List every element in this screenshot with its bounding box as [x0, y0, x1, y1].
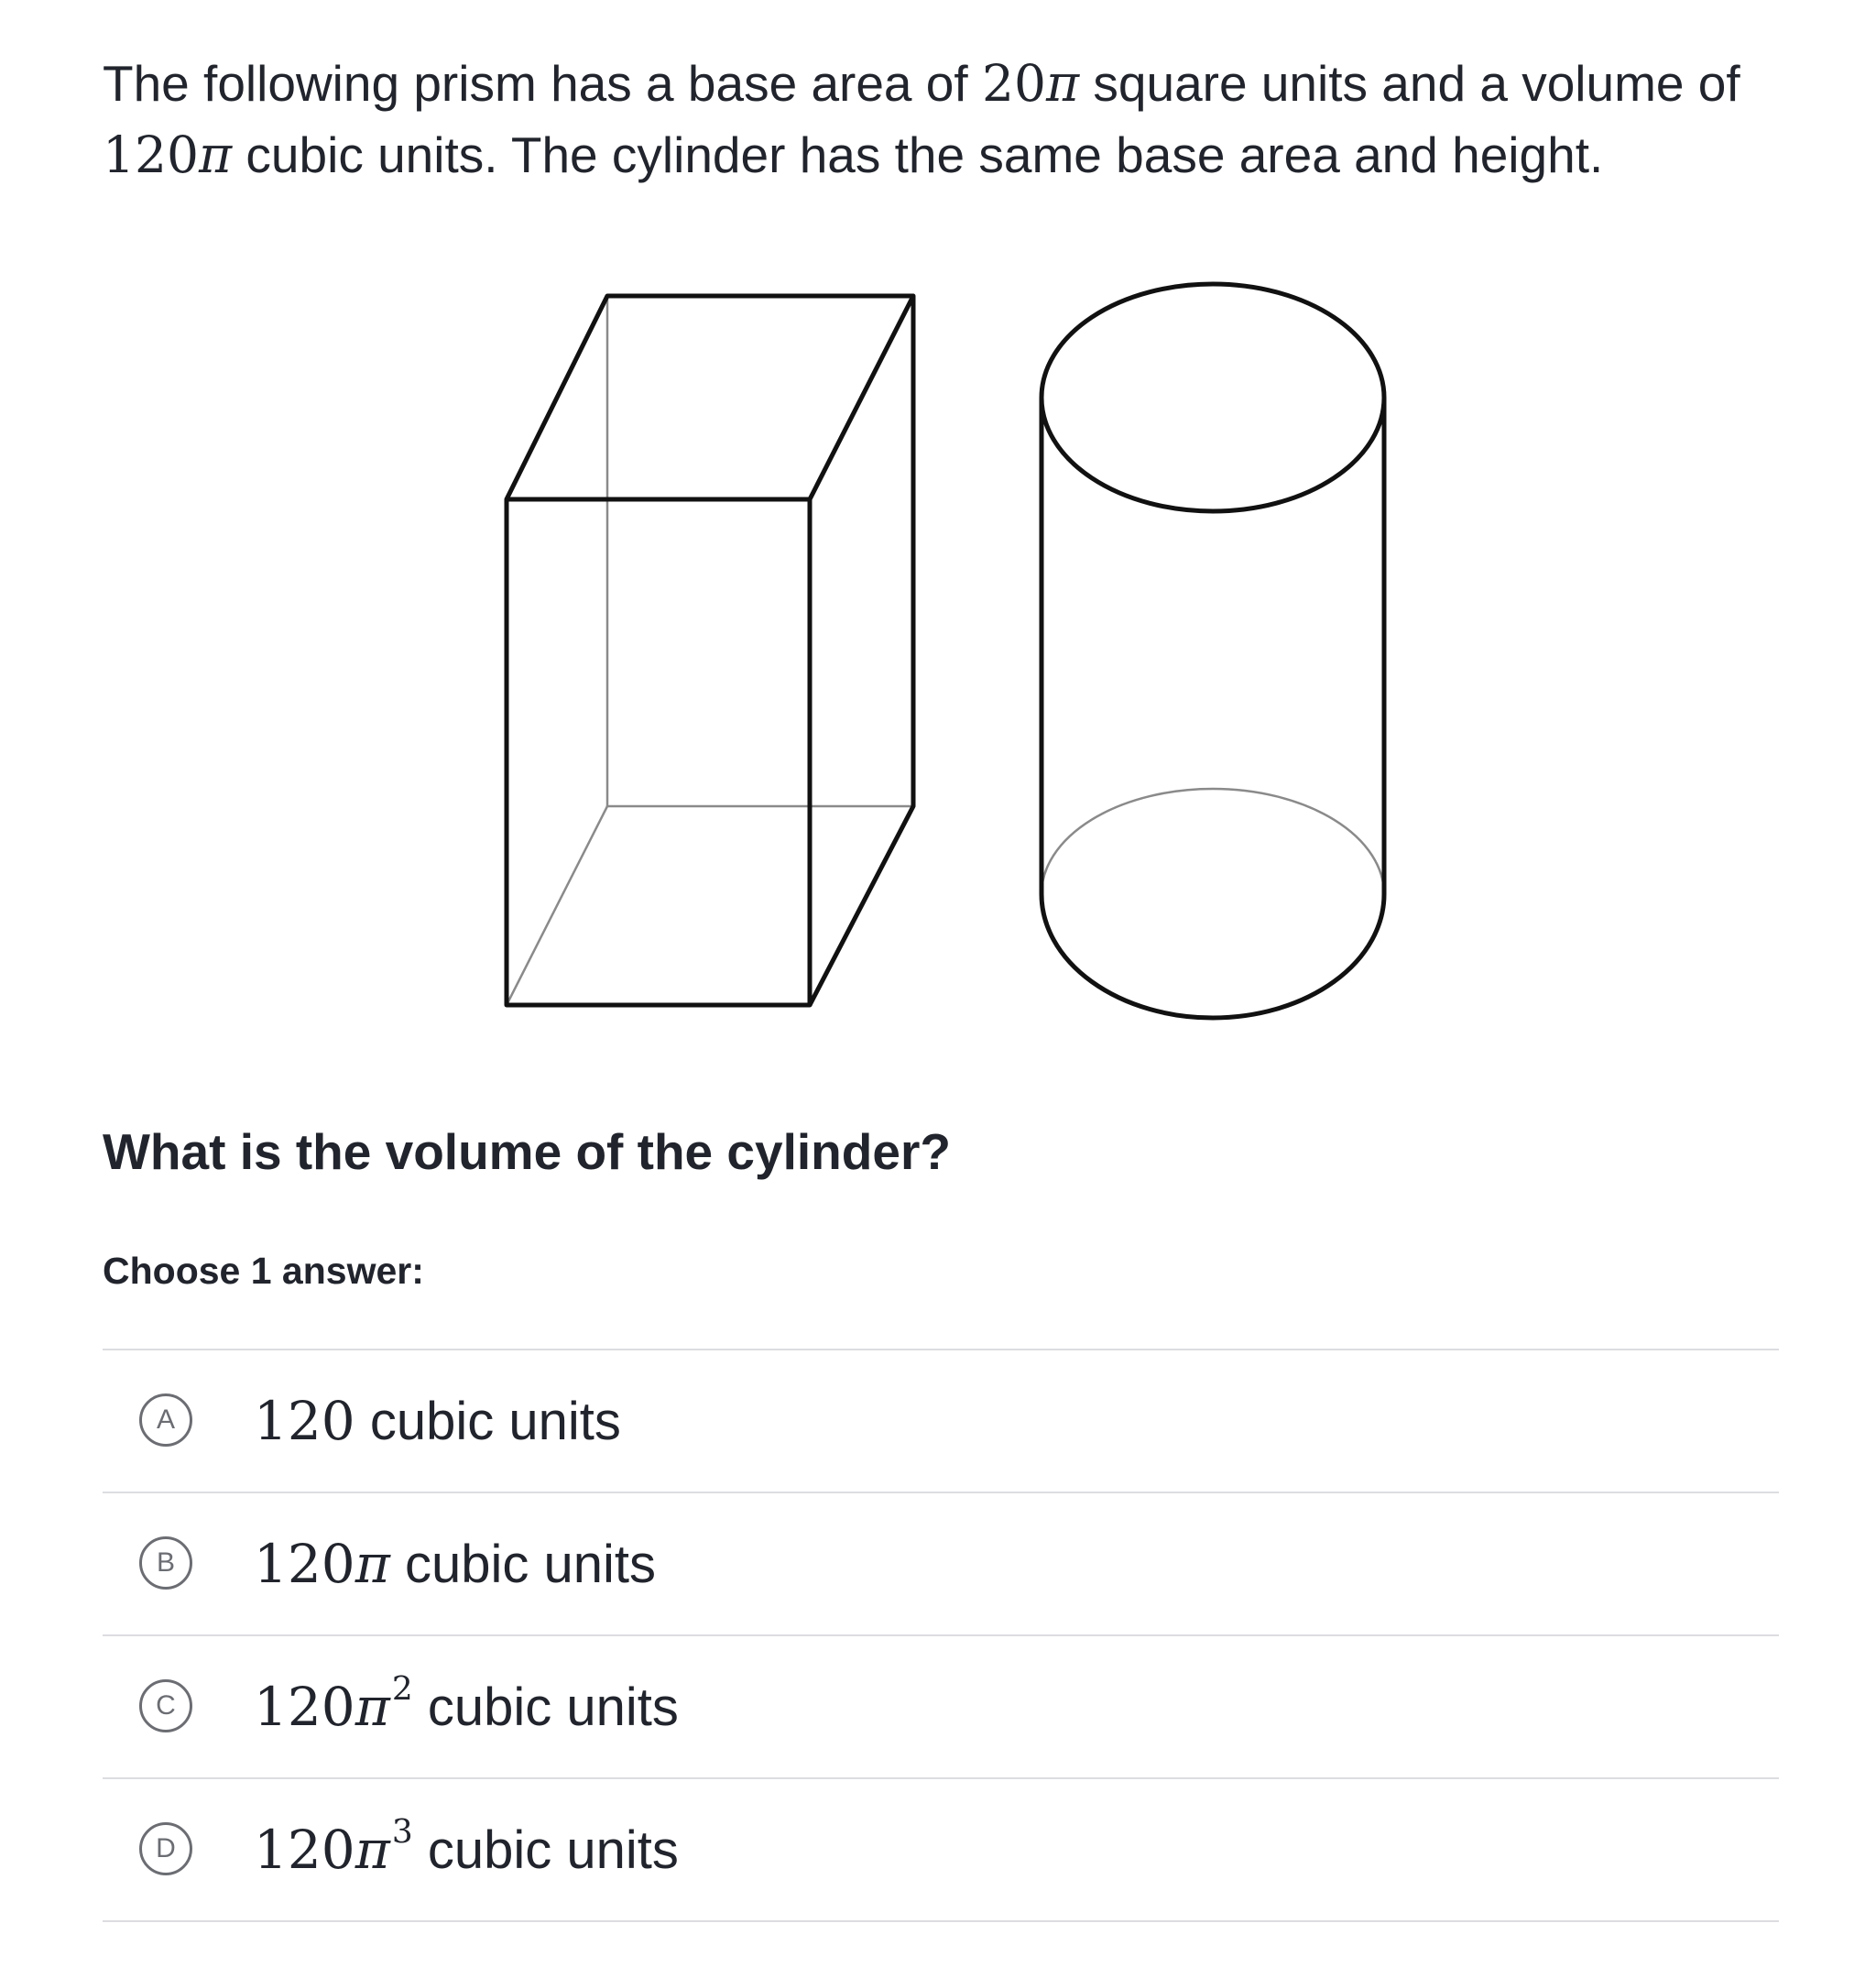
- choice-a-math: [254, 1390, 355, 1452]
- choice-d-label: [254, 1812, 679, 1881]
- choice-b-unit: cubic units: [389, 1535, 656, 1594]
- cylinder-visible-edges: [1042, 284, 1384, 1018]
- choice-d-unit: cubic units: [412, 1820, 679, 1880]
- choice-b[interactable]: [103, 1492, 1779, 1634]
- choice-d[interactable]: [103, 1777, 1779, 1922]
- question-text: What is the volume of the cylinder?: [103, 1123, 951, 1180]
- choice-d-math: [254, 1812, 413, 1881]
- choice-c-coefficient: 120: [254, 1676, 355, 1738]
- stem-math-volume-value: 120: [103, 126, 199, 184]
- pi-symbol: π: [1045, 54, 1080, 113]
- stem-math-volume: [103, 126, 232, 184]
- choice-c-label: [254, 1669, 679, 1738]
- pi-symbol: π: [354, 1533, 390, 1595]
- prism-visible-edges: [507, 296, 913, 1005]
- prism-hidden-left-bottom-edge: [507, 806, 607, 1005]
- choice-c-radio-bubble[interactable]: C: [139, 1679, 192, 1732]
- choice-d-radio-bubble[interactable]: D: [139, 1822, 192, 1875]
- stem-text-1: The following prism has a base area of: [103, 55, 982, 112]
- choice-a[interactable]: [103, 1349, 1779, 1492]
- choice-d-coefficient: 120: [254, 1819, 355, 1881]
- cylinder-visible-base-arc: [1042, 894, 1384, 1018]
- prism-front-face: [507, 499, 810, 1005]
- pi-symbol: π: [198, 126, 233, 184]
- choice-b-coefficient: 120: [254, 1533, 355, 1595]
- cylinder-hidden-base-arc: [1042, 789, 1384, 894]
- stem-math-base-area-value: 20: [981, 54, 1046, 113]
- choice-c[interactable]: [103, 1634, 1779, 1777]
- choice-b-math: [254, 1533, 390, 1595]
- prism-top-face: [507, 296, 913, 499]
- answer-choices: [103, 1349, 1779, 1922]
- stem-math-base-area: [982, 54, 1079, 113]
- prism-right-face: [810, 296, 913, 1005]
- choice-b-label: [254, 1533, 656, 1595]
- question-stem: [103, 48, 1806, 191]
- choice-a-unit: cubic units: [354, 1392, 621, 1451]
- choice-c-unit: cubic units: [412, 1677, 679, 1737]
- rectangular-prism: [507, 296, 913, 1005]
- choose-prompt: Choose 1 answer:: [103, 1250, 424, 1292]
- choice-d-exponent: 3: [391, 1812, 413, 1851]
- stem-text-2: square units and a volume of: [1079, 55, 1740, 112]
- choice-c-math: [254, 1669, 413, 1738]
- choice-c-exponent: 2: [391, 1669, 413, 1708]
- prism-hidden-edges: [507, 296, 913, 1005]
- choice-a-coefficient: 120: [254, 1390, 355, 1452]
- pi-symbol: π: [354, 1676, 390, 1738]
- pi-symbol: π: [354, 1819, 390, 1881]
- cylinder: [1042, 284, 1384, 1018]
- choice-a-radio-bubble[interactable]: A: [139, 1393, 192, 1447]
- cylinder-top-ellipse: [1042, 284, 1384, 511]
- choice-a-label: [254, 1390, 621, 1452]
- stem-text-3: cubic units. The cylinder has the same base area and height.: [232, 126, 1604, 183]
- choice-b-radio-bubble[interactable]: B: [139, 1536, 192, 1590]
